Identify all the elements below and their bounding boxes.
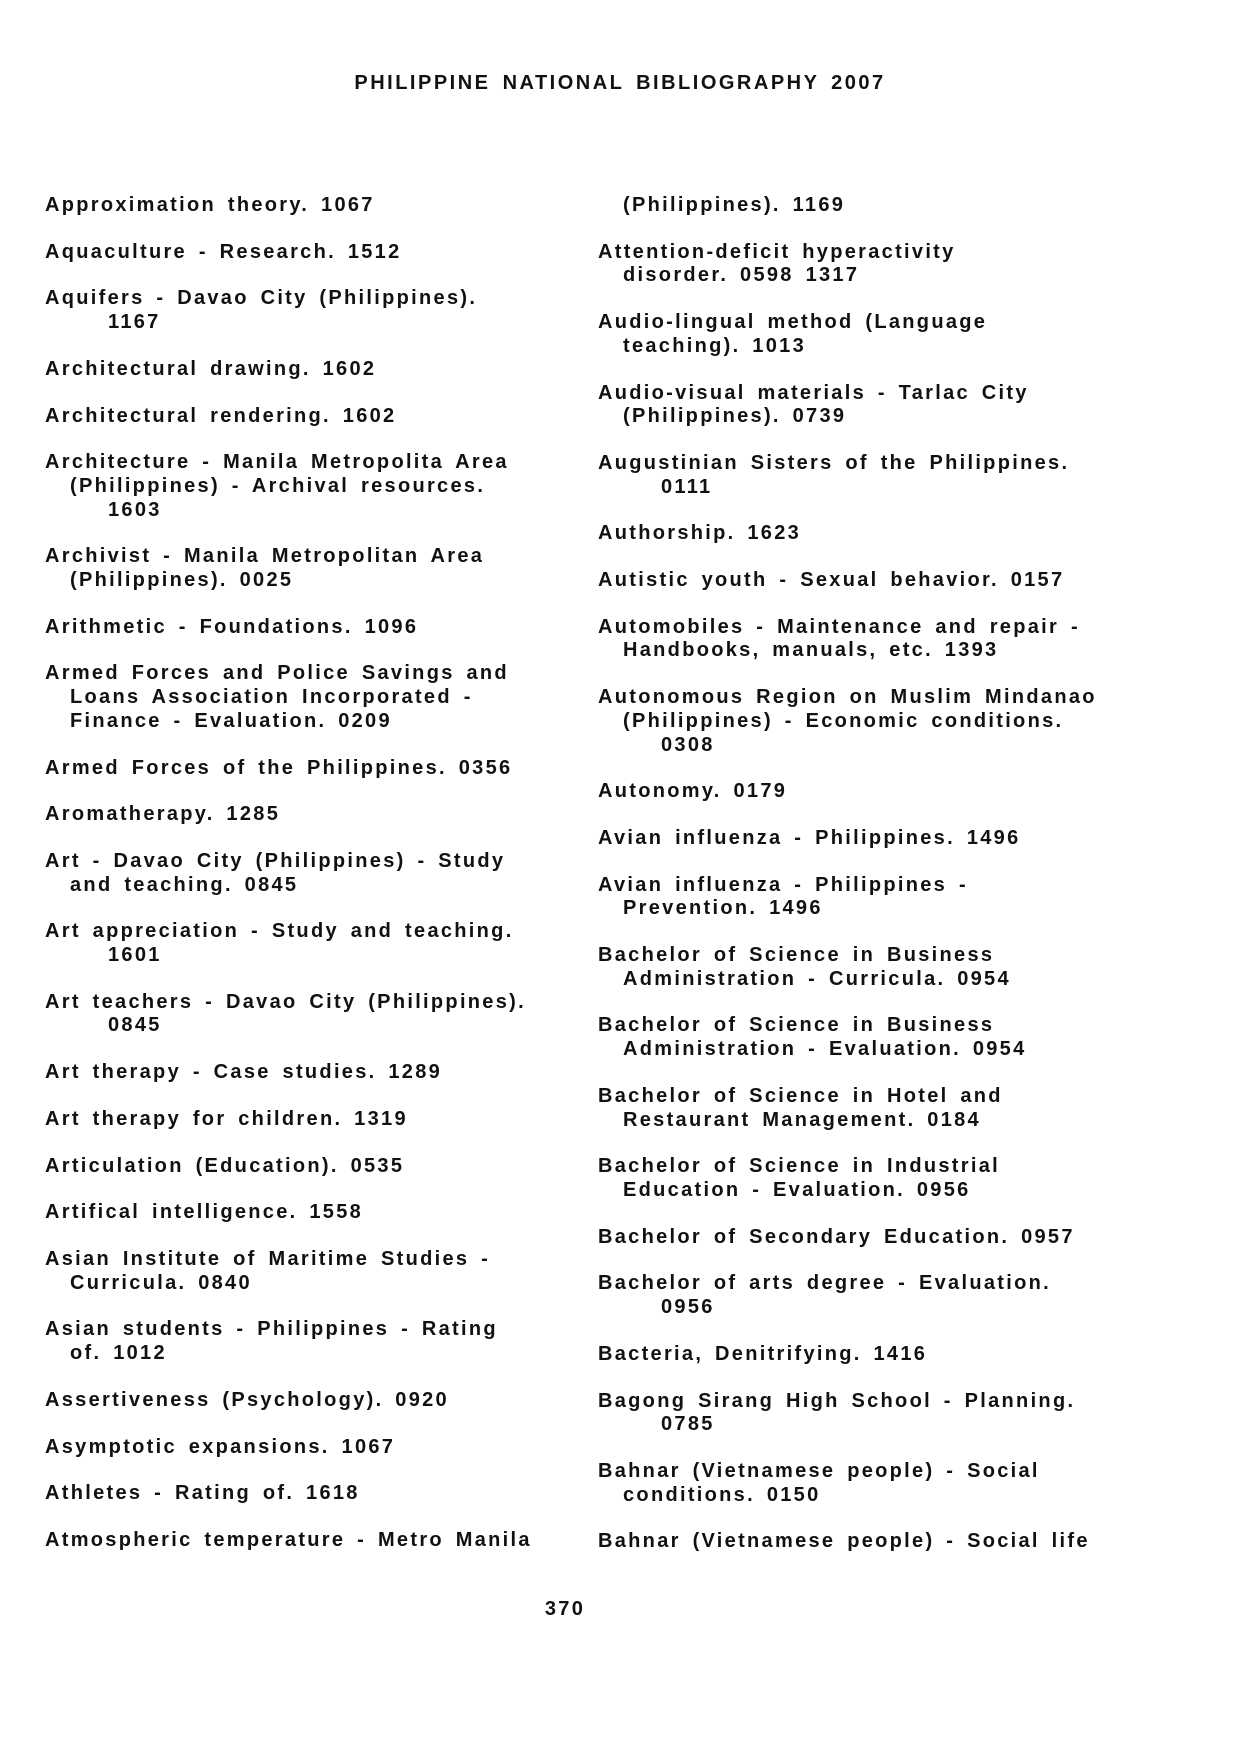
index-entry-line: Art - Davao City (Philippines) - Study <box>45 849 506 872</box>
index-entry-line: Asian Institute of Maritime Studies - <box>45 1247 491 1270</box>
index-entry-line: Bachelor of Science in Industrial <box>598 1155 1000 1178</box>
index-entry-line: 1167 <box>108 311 161 334</box>
index-entry <box>598 1014 1218 1061</box>
index-column-right <box>598 194 1218 1577</box>
index-entry <box>45 287 590 334</box>
index-entry-line: Curricula. 0840 <box>70 1271 252 1294</box>
index-entry <box>45 1061 590 1085</box>
index-entry-line: Prevention. 1496 <box>623 897 823 920</box>
index-entry-line: Approximation theory. 1067 <box>45 194 375 216</box>
index-entry-line: Autonomy. 0179 <box>598 780 788 803</box>
index-entry-line: Automobiles - Maintenance and repair - <box>598 615 1080 638</box>
index-entry <box>45 1482 590 1506</box>
index-entry-line: 0308 <box>661 733 715 756</box>
index-entry-line: Aquifers - Davao City (Philippines). <box>45 287 478 310</box>
index-entry <box>45 1248 590 1295</box>
index-entry <box>45 1155 590 1179</box>
index-entry-line: 1601 <box>108 944 162 967</box>
page-number: 370 <box>544 1598 586 1620</box>
index-entry-line: Architectural drawing. 1602 <box>45 357 377 380</box>
index-entry-line: Bachelor of Science in Hotel and <box>598 1084 1003 1107</box>
index-entry-line: Attention-deficit hyperactivity <box>598 240 956 263</box>
index-entry-line: 0111 <box>661 475 713 498</box>
index-entry <box>45 194 590 218</box>
index-entry-line: Art teachers - Davao City (Philippines). <box>45 990 526 1013</box>
index-entry <box>598 1390 1218 1437</box>
index-entry <box>45 991 590 1038</box>
index-entry-line: and teaching. 0845 <box>70 873 299 896</box>
index-entry <box>45 803 590 827</box>
index-entry-line: Architecture - Manila Metropolita Area <box>45 451 509 474</box>
index-entry-line: Atmospheric temperature - Metro Manila <box>45 1528 532 1551</box>
index-entry-line: (Philippines). 1169 <box>623 194 846 216</box>
index-entry <box>45 1529 590 1553</box>
page-title: PHILIPPINE NATIONAL BIBLIOGRAPHY 2007 <box>354 72 886 94</box>
index-entry-line: disorder. 0598 1317 <box>623 264 860 287</box>
index-entry <box>45 451 590 522</box>
index-entry <box>598 452 1218 499</box>
index-entry <box>598 1272 1218 1319</box>
index-entry <box>45 616 590 640</box>
index-entry-line: 0785 <box>661 1413 715 1436</box>
index-entry-line: Administration - Curricula. 0954 <box>623 967 1011 990</box>
index-entry <box>598 522 1218 546</box>
index-entry-line: Art appreciation - Study and teaching. <box>45 920 514 943</box>
index-entry <box>45 920 590 967</box>
index-entry-line: Arithmetic - Foundations. 1096 <box>45 615 419 638</box>
index-entry <box>598 1530 1218 1554</box>
index-entry <box>598 1085 1218 1132</box>
index-entry-line: Autistic youth - Sexual behavior. 0157 <box>598 569 1065 592</box>
index-entry-line: Administration - Evaluation. 0954 <box>623 1038 1027 1061</box>
index-entry-line: Augustinian Sisters of the Philippines. <box>598 451 1070 474</box>
index-entry <box>45 1108 590 1132</box>
index-entry-line: Aquaculture - Research. 1512 <box>45 240 402 263</box>
index-entry-line: Archivist - Manila Metropolitan Area <box>45 545 485 568</box>
index-entry <box>45 358 590 382</box>
index-entry-line: Bagong Sirang High School - Planning. <box>598 1389 1076 1412</box>
index-entry-line: Handbooks, manuals, etc. 1393 <box>623 639 999 662</box>
index-entry-line: Bachelor of Science in Business <box>598 1014 995 1037</box>
index-entry <box>45 1201 590 1225</box>
index-entry-line: 0845 <box>108 1014 162 1037</box>
index-entry-line: Autonomous Region on Muslim Mindanao <box>598 686 1097 709</box>
index-entry-line: Asymptotic expansions. 1067 <box>45 1435 396 1458</box>
index-entry <box>45 1389 590 1413</box>
index-entry-line: Bahnar (Vietnamese people) - Social life <box>598 1530 1090 1553</box>
index-entry-line: (Philippines). 0025 <box>70 569 294 592</box>
index-entry-line: Loans Association Incorporated - <box>70 686 473 709</box>
index-entry-line: Bahnar (Vietnamese people) - Social <box>598 1459 1040 1482</box>
index-entry <box>45 1318 590 1365</box>
index-entry <box>598 944 1218 991</box>
index-entry <box>45 405 590 429</box>
index-entry-line: teaching). 1013 <box>623 334 807 357</box>
index-entry-line: (Philippines) - Archival resources. <box>70 474 486 497</box>
index-entry-line: 0956 <box>661 1296 715 1319</box>
index-entry <box>45 757 590 781</box>
index-entry <box>598 1226 1218 1250</box>
index-entry <box>45 241 590 265</box>
index-entry-line: Bachelor of arts degree - Evaluation. <box>598 1272 1051 1295</box>
index-entry-line: of. 1012 <box>70 1342 167 1365</box>
index-entry-line: Avian influenza - Philippines. 1496 <box>598 826 1021 849</box>
index-entry <box>45 1436 590 1460</box>
index-entry <box>598 1155 1218 1202</box>
index-entry-line: Aromatherapy. 1285 <box>45 803 281 826</box>
index-entry-line: Audio-visual materials - Tarlac City <box>598 381 1029 404</box>
index-entry-line: Authorship. 1623 <box>598 522 802 545</box>
index-entry <box>598 827 1218 851</box>
index-entry-line: Bacteria, Denitrifying. 1416 <box>598 1342 928 1365</box>
index-entry <box>598 686 1218 757</box>
index-entry-line: Bachelor of Science in Business <box>598 944 995 967</box>
index-entry <box>598 569 1218 593</box>
index-entry <box>598 194 1218 218</box>
index-entry-line: Assertiveness (Psychology). 0920 <box>45 1388 449 1411</box>
index-entry-line: Bachelor of Secondary Education. 0957 <box>598 1225 1075 1248</box>
index-entry-line: Athletes - Rating of. 1618 <box>45 1482 360 1505</box>
index-entry <box>598 382 1218 429</box>
index-entry-line: (Philippines) - Economic conditions. <box>623 709 1064 732</box>
index-entry <box>598 1460 1218 1507</box>
index-entry-line: Art therapy for children. 1319 <box>45 1107 408 1130</box>
index-entry <box>598 874 1218 921</box>
index-entry-line: Articulation (Education). 0535 <box>45 1154 405 1177</box>
index-entry-line: Armed Forces of the Philippines. 0356 <box>45 756 513 779</box>
index-entry-line: Architectural rendering. 1602 <box>45 404 397 427</box>
index-entry-line: Asian students - Philippines - Rating <box>45 1318 498 1341</box>
index-entry <box>598 780 1218 804</box>
index-entry-line: Avian influenza - Philippines - <box>598 873 968 896</box>
index-entry-line: Armed Forces and Police Savings and <box>45 662 509 685</box>
index-entry-line: 1603 <box>108 498 162 521</box>
index-column-left <box>45 194 590 1576</box>
index-entry <box>598 311 1218 358</box>
index-entry-line: Audio-lingual method (Language <box>598 311 988 334</box>
index-entry <box>598 1343 1218 1367</box>
index-entry-line: Artifical intelligence. 1558 <box>45 1201 364 1224</box>
index-entry-line: (Philippines). 0739 <box>623 405 847 428</box>
index-entry <box>45 545 590 592</box>
index-entry <box>598 241 1218 288</box>
index-entry-line: Art therapy - Case studies. 1289 <box>45 1061 443 1084</box>
index-entry-line: conditions. 0150 <box>623 1483 821 1506</box>
index-entry <box>598 616 1218 663</box>
index-entry <box>45 850 590 897</box>
index-entry <box>45 662 590 733</box>
index-entry-line: Finance - Evaluation. 0209 <box>70 709 392 732</box>
index-entry-line: Restaurant Management. 0184 <box>623 1108 981 1131</box>
index-entry-line: Education - Evaluation. 0956 <box>623 1178 971 1201</box>
